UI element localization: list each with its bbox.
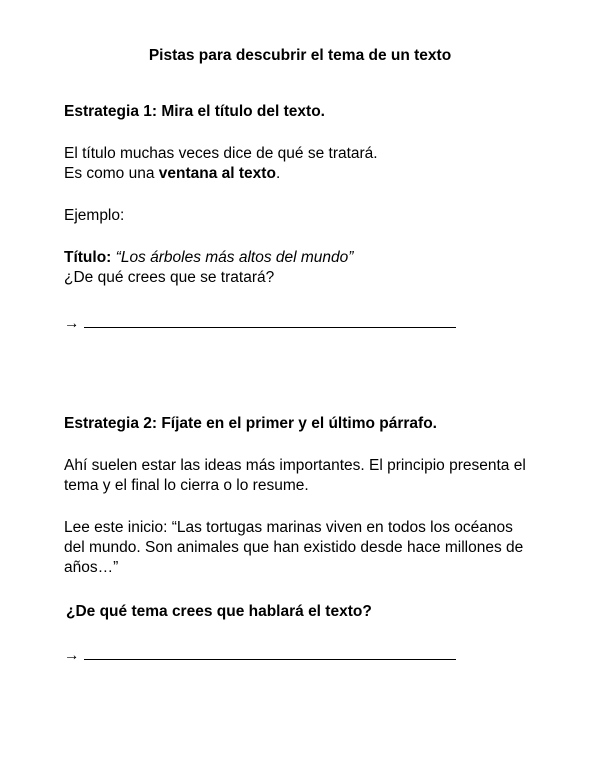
text-prefix: Es como una [64,165,159,182]
arrow-icon: → [64,647,80,664]
answer-line-2[interactable] [84,644,456,660]
strategy-1-text-line-2 [64,164,280,184]
strategy-2-text-line-2: tema y el final lo cierra o lo resume. [64,477,309,494]
strategy-1-heading: Estrategia 1: Mira el título del texto. [64,103,325,120]
answer-line-1[interactable] [84,312,456,328]
strategy-2-text-line-1: Ahí suelen estar las ideas más importantes. El principio presenta el [64,457,526,474]
arrow-icon: → [64,315,80,332]
example-title-value: “Los árboles más altos del mundo” [115,249,354,266]
page-title: Pistas para descubrir el tema de un texto [148,47,452,64]
example-label: Ejemplo: [64,207,125,224]
question-1: ¿De qué crees que se tratará? [64,269,275,286]
example-title [64,248,353,268]
strategy-1-text-line-1: El título muchas veces dice de qué se tratará. [64,145,378,162]
highlight-window: ventana al texto [158,165,276,182]
answer-row-1 [64,312,456,334]
excerpt-line-2: del mundo. Son animales que han existido desde hace millones de [64,539,524,556]
text-suffix: . [275,165,281,182]
answer-row-2 [64,644,456,666]
strategy-2-heading: Estrategia 2: Fíjate en el primer y el último párrafo. [64,415,437,432]
question-2: ¿De qué tema crees que hablará el texto? [66,603,372,620]
excerpt-line-1: Lee este inicio: “Las tortugas marinas viven en todos los océanos [64,519,513,536]
example-title-label: Título: [64,249,112,266]
excerpt-line-3: años…” [64,559,119,576]
